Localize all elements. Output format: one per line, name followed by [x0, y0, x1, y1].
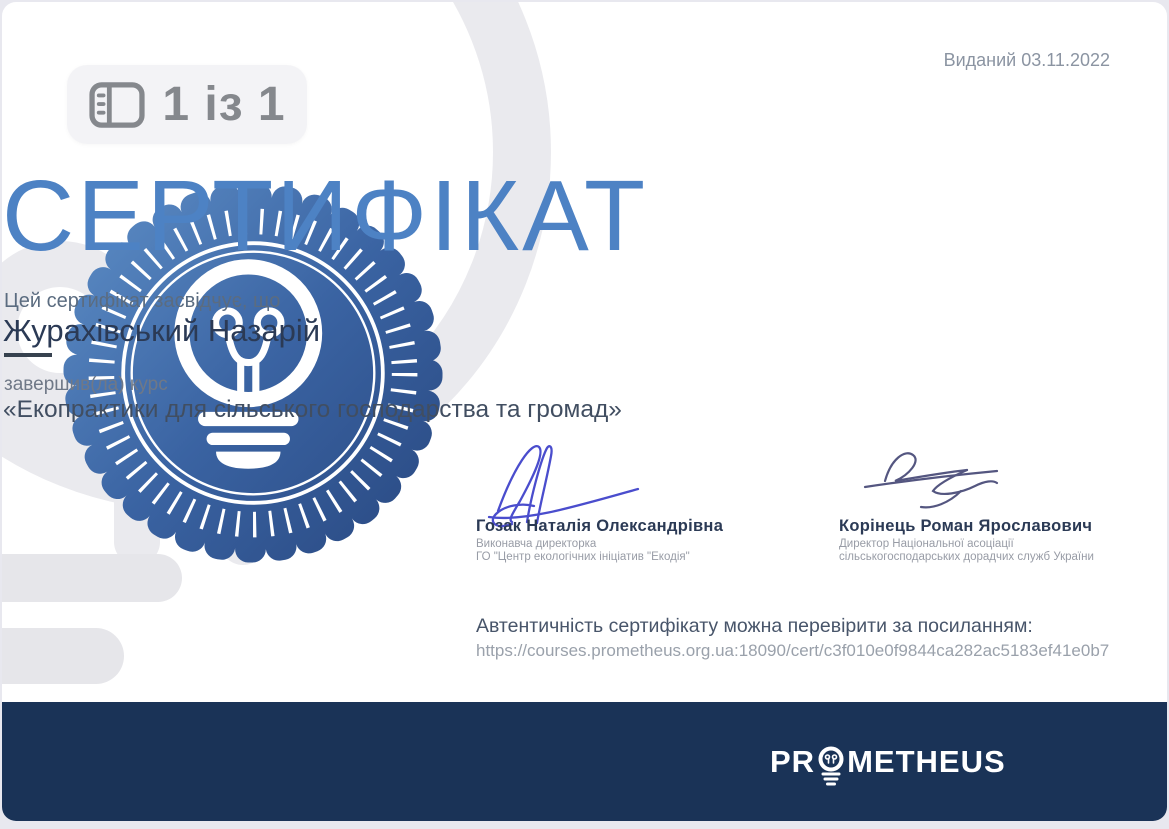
footer-bar [2, 702, 1167, 821]
certificate-page [2, 2, 1167, 821]
signature-image [851, 445, 1001, 521]
page-indicator-label: 1 із 1 [162, 78, 286, 131]
course-title: «Екопрактики для сільського господарства та громад» [3, 396, 622, 423]
completed-label: завершив(ла) курс [4, 374, 168, 395]
signature-image [482, 437, 642, 529]
sidebar-pages-icon [88, 81, 146, 129]
certificate-title: СЕРТИФІКАТ [2, 160, 649, 272]
signatory-name: Гозак Наталія Олександрівна [476, 517, 724, 535]
signatory-name: Корінець Роман Ярославович [839, 517, 1093, 535]
divider-dash [4, 353, 52, 357]
certifies-label: Цей сертифікат засвідчує, що [4, 290, 281, 312]
issued-date: Виданий 03.11.2022 [943, 50, 1110, 70]
signatory-role: Виконавча директорка ГО "Центр екологічних ініціатив "Екодія" [476, 538, 690, 564]
page-indicator[interactable] [67, 65, 307, 144]
logo-bulb-o-icon [816, 746, 846, 790]
verification-label: Автентичність сертифікату можна перевірити за посиланням: [476, 615, 1033, 637]
signatory-role: Директор Національної асоціації сільськогосподарських дорадчих служб України [839, 538, 1094, 564]
recipient-name: Журахівський Назарій [3, 313, 321, 348]
verification-url[interactable]: https://courses.prometheus.org.ua:18090/cert/c3f010e0f9844ca282ac5183ef41e0b7 [476, 641, 1110, 660]
prometheus-logo: PR METHEUS [770, 746, 1006, 790]
